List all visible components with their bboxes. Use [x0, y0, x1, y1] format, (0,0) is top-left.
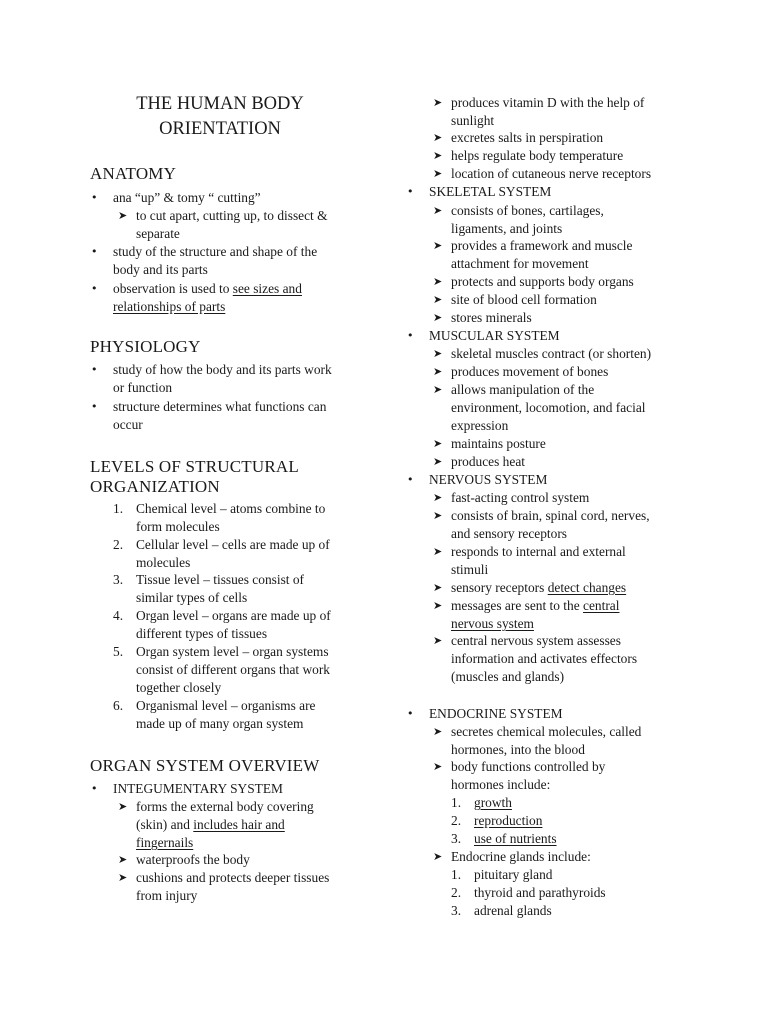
- list-item: [113, 398, 326, 434]
- item-text: Chemical level – atoms combine to: [136, 501, 326, 516]
- underlined-text: growth: [474, 795, 512, 810]
- item-text: attachment for movement: [451, 256, 589, 271]
- item-text: provides a framework and muscle: [451, 238, 633, 253]
- title-line: THE HUMAN BODY: [136, 94, 304, 114]
- item-text: allows manipulation of the: [451, 382, 595, 397]
- item-number: 1.: [113, 501, 124, 516]
- list-item: [113, 361, 332, 397]
- sub-list-item: [433, 723, 642, 759]
- sub-list-item: [433, 202, 604, 238]
- item-text: maintains posture: [451, 436, 546, 451]
- arrow-bullet-icon: ➤: [433, 275, 443, 288]
- item-text: produces vitamin D with the help of: [451, 95, 645, 110]
- arrow-bullet-icon: ➤: [118, 871, 128, 884]
- numbered-item: [113, 607, 331, 643]
- item-text: Endocrine glands include:: [451, 849, 591, 864]
- arrow-bullet-icon: ➤: [433, 149, 443, 162]
- item-text: thyroid and parathyroids: [474, 885, 606, 900]
- arrow-bullet-icon: ➤: [433, 725, 443, 738]
- sub-list-item: [433, 381, 646, 435]
- item-number: 2.: [451, 885, 462, 900]
- sub-list-item: [118, 207, 328, 243]
- arrow-bullet-icon: ➤: [433, 96, 443, 109]
- item-text: similar types of cells: [136, 590, 248, 605]
- underlined-text: fingernails: [136, 835, 194, 850]
- item-text: hormones, into the blood: [451, 742, 585, 757]
- arrow-bullet-icon: ➤: [433, 455, 443, 468]
- item-text: to cut apart, cutting up, to dissect &: [136, 208, 328, 223]
- item-number: 4.: [113, 608, 124, 623]
- sub-list-item: [433, 94, 645, 130]
- arrow-bullet-icon: ➤: [433, 131, 443, 144]
- item-text: messages are sent to the: [451, 598, 584, 613]
- arrow-bullet-icon: ➤: [433, 599, 443, 612]
- item-text: information and activates effectors: [451, 651, 638, 666]
- arrow-bullet-icon: ➤: [118, 209, 128, 222]
- numbered-item: [113, 643, 331, 697]
- underlined-text: central: [583, 598, 620, 613]
- item-text: environment, locomotion, and facial: [451, 400, 646, 415]
- item-text: fast-acting control system: [451, 490, 590, 505]
- numbered-item: [113, 697, 316, 733]
- numbered-item: [113, 500, 326, 536]
- item-text: waterproofs the body: [136, 852, 250, 867]
- sub-list-item: [118, 851, 250, 869]
- item-text: sunlight: [451, 113, 495, 128]
- sub-list-item: [118, 869, 330, 905]
- sub-list-item: [433, 165, 652, 183]
- sub-list-item: [433, 345, 652, 363]
- item-text: central nervous system assesses: [451, 633, 621, 648]
- item-text: secretes chemical molecules, called: [451, 724, 642, 739]
- item-text: (muscles and glands): [451, 669, 565, 684]
- arrow-bullet-icon: ➤: [433, 365, 443, 378]
- item-text: site of blood cell formation: [451, 292, 597, 307]
- item-text: skeletal muscles contract (or shorten): [451, 346, 652, 361]
- item-text: protects and supports body organs: [451, 274, 634, 289]
- item-text: Cellular level – cells are made up of: [136, 537, 330, 552]
- sub-list-item: [433, 363, 609, 381]
- item-text: INTEGUMENTARY SYSTEM: [113, 781, 283, 796]
- item-text: made up of many organ system: [136, 716, 304, 731]
- list-item: [429, 471, 547, 489]
- sub-list-item: [433, 489, 590, 507]
- item-text: body functions controlled by: [451, 759, 606, 774]
- item-text: occur: [113, 417, 143, 432]
- sub-list-item: [433, 273, 634, 291]
- sub-list-item: [433, 291, 597, 309]
- list-item: [113, 780, 283, 798]
- item-text: consists of brain, spinal cord, nerves,: [451, 508, 650, 523]
- item-text: stimuli: [451, 562, 489, 577]
- list-item: [113, 243, 317, 279]
- numbered-item: [451, 830, 557, 848]
- item-number: 6.: [113, 698, 124, 713]
- item-number: 3.: [451, 903, 462, 918]
- item-text: location of cutaneous nerve receptors: [451, 166, 652, 181]
- arrow-bullet-icon: ➤: [433, 509, 443, 522]
- arrow-bullet-icon: ➤: [433, 204, 443, 217]
- item-text: excretes salts in perspiration: [451, 130, 604, 145]
- section-heading-anatomy: ANATOMY: [90, 164, 177, 183]
- sub-list-item: [433, 848, 591, 866]
- arrow-bullet-icon: ➤: [433, 581, 443, 594]
- arrow-bullet-icon: ➤: [118, 853, 128, 866]
- item-text: pituitary gland: [474, 867, 553, 882]
- item-text: together closely: [136, 680, 222, 695]
- item-text: cushions and protects deeper tissues: [136, 870, 330, 885]
- sub-list-item: [433, 597, 620, 633]
- sub-list-item: [433, 453, 525, 471]
- underlined-text: detect changes: [547, 580, 627, 595]
- list-item: [113, 189, 261, 207]
- heading-line: LEVELS OF STRUCTURAL: [90, 457, 299, 476]
- section-heading-overview: ORGAN SYSTEM OVERVIEW: [90, 756, 320, 775]
- item-text: • structure determines what functions can: [113, 399, 327, 414]
- item-text: SKELETAL SYSTEM: [429, 184, 552, 199]
- sub-list-item: [433, 309, 532, 327]
- item-text: stores minerals: [451, 310, 532, 325]
- item-text: forms the external body covering: [136, 799, 314, 814]
- item-text: NERVOUS SYSTEM: [429, 472, 548, 487]
- item-text: ENDOCRINE SYSTEM: [429, 706, 563, 721]
- list-item: [429, 183, 551, 201]
- arrow-bullet-icon: ➤: [433, 634, 443, 647]
- item-text: Organ system level – organ systems: [136, 644, 329, 659]
- sub-list-item: [433, 507, 650, 543]
- sub-list-item: [433, 632, 638, 686]
- arrow-bullet-icon: ➤: [433, 383, 443, 396]
- numbered-item: [451, 812, 543, 830]
- item-text: ligaments, and joints: [451, 221, 563, 236]
- list-item: [113, 280, 302, 316]
- sub-list-item: [433, 129, 604, 147]
- sub-list-item: [433, 758, 606, 794]
- item-text: consist of different organs that work: [136, 662, 331, 677]
- page-title: [90, 92, 350, 142]
- arrow-bullet-icon: ➤: [433, 545, 443, 558]
- underlined-text: nervous system: [451, 616, 534, 631]
- item-text: body and its parts: [113, 262, 208, 277]
- arrow-bullet-icon: ➤: [433, 167, 443, 180]
- item-text: produces heat: [451, 454, 525, 469]
- numbered-item: [451, 866, 553, 884]
- numbered-item: [113, 571, 305, 607]
- item-text: from injury: [136, 888, 198, 903]
- item-text: • study of the structure and shape of the: [113, 244, 318, 259]
- item-number: 1.: [451, 795, 462, 810]
- sub-list-item: [433, 237, 633, 273]
- item-number: 3.: [451, 831, 462, 846]
- item-text: expression: [451, 418, 509, 433]
- item-number: 2.: [451, 813, 462, 828]
- item-number: 1.: [451, 867, 462, 882]
- sub-list-item: [433, 579, 627, 597]
- section-heading-levels: [90, 457, 299, 497]
- item-text: consists of bones, cartilages,: [451, 203, 604, 218]
- item-number: 5.: [113, 644, 124, 659]
- item-text: helps regulate body temperature: [451, 148, 624, 163]
- underlined-text: see sizes and: [232, 281, 302, 296]
- arrow-bullet-icon: ➤: [118, 800, 128, 813]
- item-text: different types of tissues: [136, 626, 268, 641]
- item-text: separate: [136, 226, 180, 241]
- sub-list-item: [433, 543, 626, 579]
- arrow-bullet-icon: ➤: [433, 850, 443, 863]
- list-item: [429, 705, 563, 723]
- item-text: Organ level – organs are made up of: [136, 608, 331, 623]
- numbered-item: [113, 536, 330, 572]
- arrow-bullet-icon: ➤: [433, 311, 443, 324]
- item-text: produces movement of bones: [451, 364, 609, 379]
- heading-line: ORGANIZATION: [90, 477, 220, 496]
- item-text: Organismal level – organisms are: [136, 698, 316, 713]
- item-text: MUSCULAR SYSTEM: [429, 328, 560, 343]
- numbered-item: [451, 902, 552, 920]
- item-text: adrenal glands: [474, 903, 552, 918]
- item-text: observation is used to: [113, 281, 233, 296]
- numbered-item: [451, 794, 512, 812]
- arrow-bullet-icon: ➤: [433, 239, 443, 252]
- item-text: Tissue level – tissues consist of: [136, 572, 305, 587]
- sub-list-item: [118, 798, 314, 852]
- item-number: 2.: [113, 537, 124, 552]
- item-text: form molecules: [136, 519, 220, 534]
- item-text: molecules: [136, 555, 191, 570]
- item-text: responds to internal and external: [451, 544, 626, 559]
- arrow-bullet-icon: ➤: [433, 437, 443, 450]
- sub-list-item: [433, 435, 546, 453]
- item-text: ana “up” & tomy “ cutting”: [113, 190, 261, 205]
- section-heading-physiology: PHYSIOLOGY: [90, 337, 201, 356]
- arrow-bullet-icon: ➤: [433, 347, 443, 360]
- item-text: (skin) and: [136, 817, 194, 832]
- item-number: 3.: [113, 572, 124, 587]
- underlined-text: use of nutrients: [474, 831, 557, 846]
- numbered-item: [451, 884, 606, 902]
- item-text: and sensory receptors: [451, 526, 568, 541]
- underlined-text: relationships of parts: [113, 299, 226, 314]
- underlined-text: reproduction: [474, 813, 543, 828]
- sub-list-item: [433, 147, 624, 165]
- title-line: ORIENTATION: [159, 119, 281, 139]
- arrow-bullet-icon: ➤: [433, 760, 443, 773]
- item-text: • study of how the body and its parts work: [113, 362, 332, 377]
- arrow-bullet-icon: ➤: [433, 491, 443, 504]
- arrow-bullet-icon: ➤: [433, 293, 443, 306]
- underlined-text: includes hair and: [193, 817, 285, 832]
- item-text: or function: [113, 380, 173, 395]
- item-text: hormones include:: [451, 777, 551, 792]
- item-text: sensory receptors: [451, 580, 548, 595]
- list-item: [429, 327, 560, 345]
